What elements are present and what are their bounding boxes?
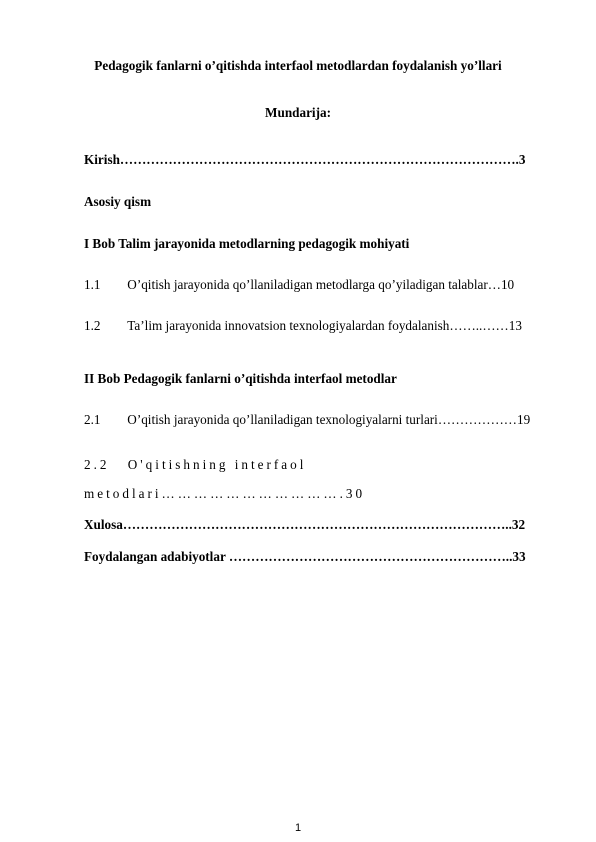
toc-section-number: 2.2: [84, 457, 110, 472]
toc-section-title: Ta’lim jarayonida innovatsion texnologiyalardan foydalanish……..……13: [127, 318, 522, 333]
toc-entry-2-2[interactable]: [84, 457, 306, 473]
toc-entry-adabiyotlar[interactable]: Foydalangan adabiyotlar ………………………………………………………..33: [84, 549, 526, 564]
toc-section-title: O'qitishning interfaol: [127, 457, 307, 472]
toc-entry-kirish[interactable]: Kirish……………………………………………………………………………….3: [84, 152, 526, 167]
toc-section-number: 2.1: [84, 412, 101, 427]
toc-section-title: O’qitish jarayonida qo’llaniladigan texnologiyalarni turlari………………19: [127, 412, 531, 427]
document-title: Pedagogik fanlarni o’qitishda interfaol metodlardan foydalanish yo’llari: [94, 58, 502, 73]
toc-entry-asosiy-qism: Asosiy qism: [84, 194, 152, 209]
toc-section-title: O’qitish jarayonida qo’llaniladigan metodlarga qo’yiladigan talablar…10: [127, 277, 515, 292]
contents-heading: Mundarija:: [265, 105, 331, 120]
toc-entry-2-2-continuation[interactable]: metodlari…………………………….30: [84, 486, 366, 501]
toc-section-number: 1.2: [84, 318, 101, 333]
page-number: 1: [294, 822, 302, 834]
toc-entry-1-1[interactable]: [84, 277, 514, 293]
toc-entry-1-2[interactable]: [84, 318, 522, 334]
toc-entry-xulosa[interactable]: Xulosa……………………………………………………………………………..32: [84, 517, 526, 532]
toc-section-number: 1.1: [84, 277, 101, 292]
toc-entry-2-1[interactable]: [84, 412, 530, 428]
toc-entry-bob-1[interactable]: I Bob Talim jarayonida metodlarning pedagogik mohiyati: [84, 236, 410, 251]
toc-entry-bob-2[interactable]: II Bob Pedagogik fanlarni o’qitishda interfaol metodlar: [84, 371, 397, 386]
